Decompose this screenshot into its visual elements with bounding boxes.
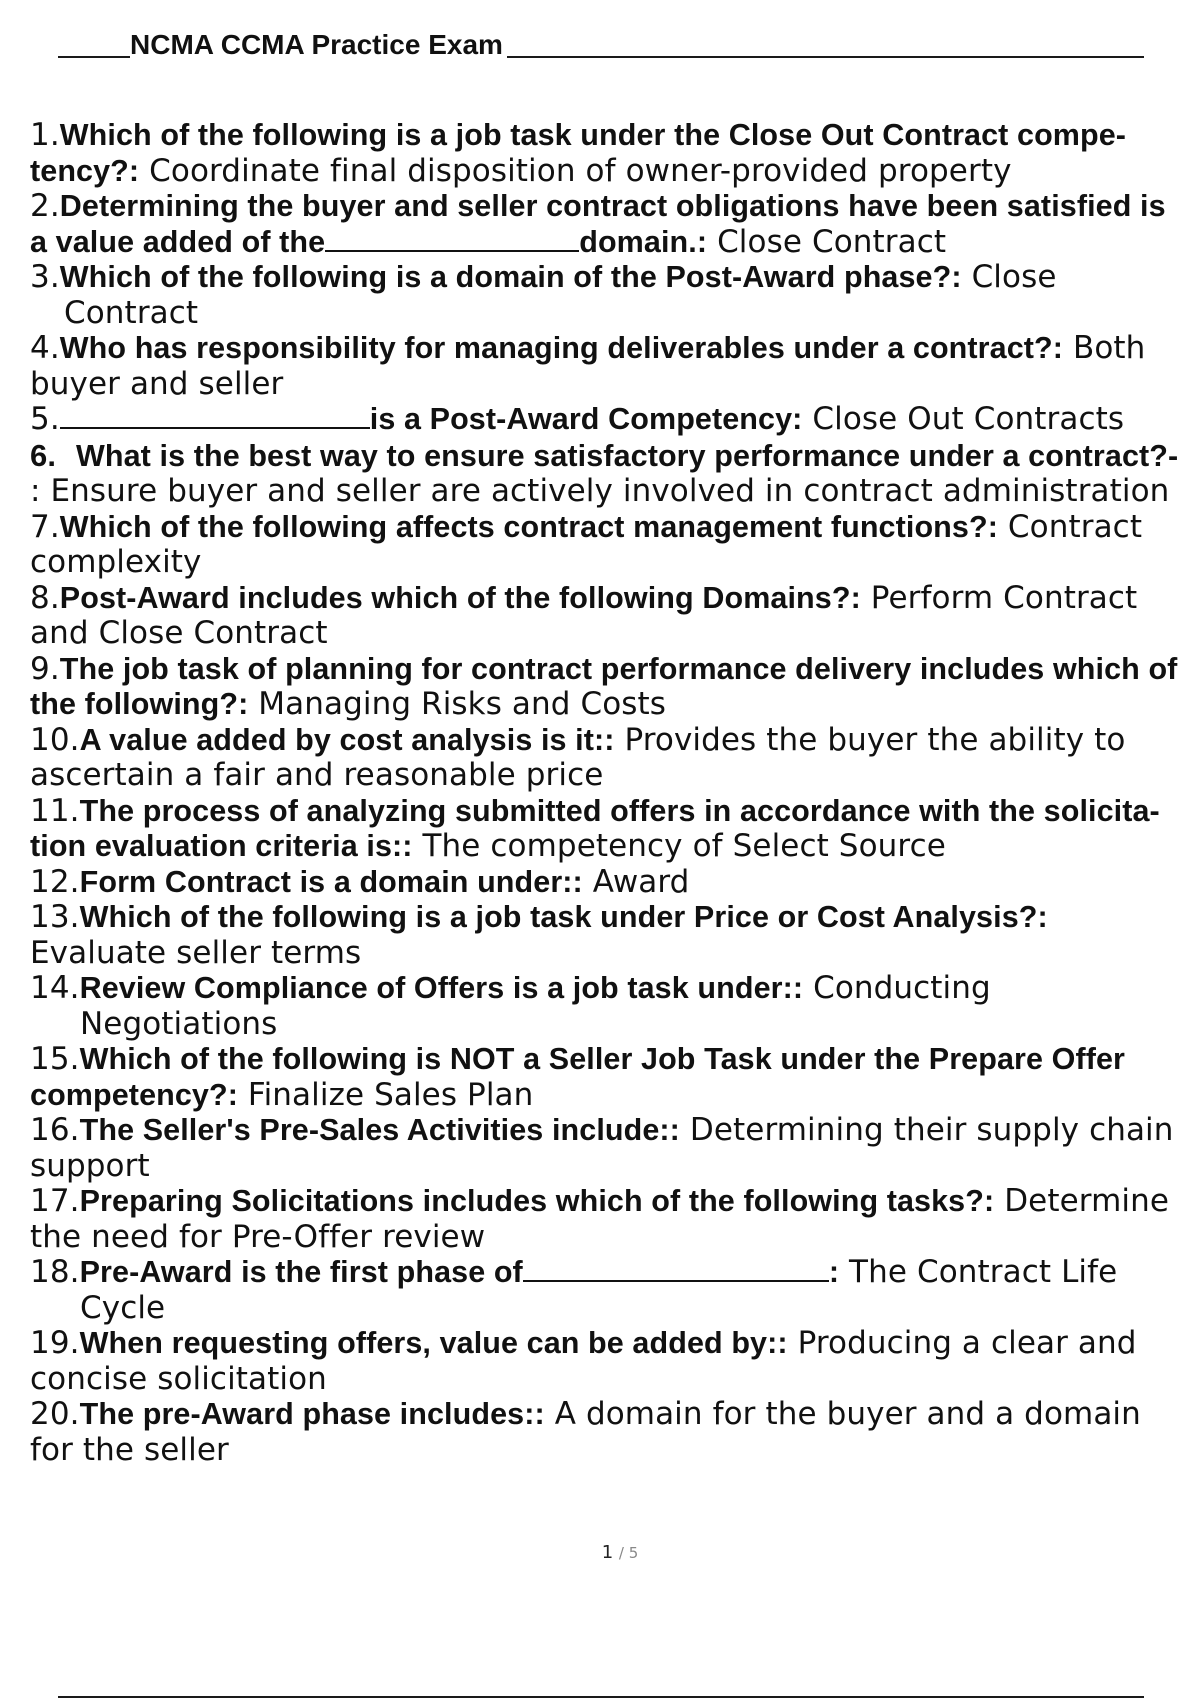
question-number: 11.	[30, 792, 80, 829]
answer-text: The Contract Life Cycle	[80, 1254, 1118, 1326]
question-item	[30, 402, 1190, 438]
page-title: NCMA CCMA Practice Exam	[130, 30, 507, 60]
question-text: The job task of planning for contract performance delivery includes which of the following?:	[30, 651, 1178, 721]
page-number	[0, 1542, 1200, 1563]
question-number: 13.	[30, 899, 80, 935]
question-item	[30, 1397, 1190, 1468]
answer-text: Determine the need for Pre-Offer review	[30, 1183, 1170, 1255]
answer-text: Finalize Sales Plan	[237, 1076, 534, 1113]
page-current: 1	[601, 1542, 614, 1563]
answer-blank	[60, 405, 370, 429]
question-item	[30, 1326, 1190, 1397]
question-text: A value added by cost analysis is it::	[79, 722, 615, 757]
question-item	[30, 865, 1190, 901]
question-item	[30, 1113, 1190, 1184]
answer-blank	[523, 1258, 829, 1282]
answer-text: Close Contract	[64, 259, 1057, 331]
answer-text: : Ensure buyer and seller are actively involved in contract administration	[30, 473, 1170, 509]
answer-text: The competency of Select Source	[412, 828, 946, 864]
question-text: The Seller's Pre-Sales Activities include::	[79, 1113, 680, 1147]
question-item	[30, 900, 1190, 971]
question-text-end: domain.:	[579, 224, 708, 259]
question-number: 16.	[30, 1112, 80, 1148]
question-number: 6.	[30, 437, 57, 473]
question-text: Determining the buyer and seller contract obligations have been satisfied is a value added of the	[30, 189, 1166, 259]
answer-text: Managing Risks and Costs	[248, 686, 667, 722]
question-item	[30, 1184, 1190, 1255]
question-number: 18.	[30, 1254, 80, 1290]
question-number: 20.	[30, 1396, 80, 1432]
question-text: Which of the following is a domain of the Post-Award phase?:	[59, 260, 962, 294]
question-number: 19.	[30, 1325, 80, 1361]
answer-blank	[325, 228, 579, 252]
question-text: is a Post-Award Competency:	[369, 402, 803, 436]
page-header	[58, 30, 1144, 62]
question-number: 1.	[30, 117, 60, 153]
question-item	[30, 510, 1190, 581]
question-text: The pre-Award phase includes::	[79, 1397, 545, 1431]
answer-text: Close Out Contracts	[802, 401, 1125, 437]
answer-text: Conducting Negotiations	[80, 970, 991, 1042]
question-number: 4.	[30, 330, 60, 366]
question-text: What is the best way to ensure satisfactory performance under a contract?-	[75, 438, 1179, 473]
answer-text: Producing a clear and concise solicitation	[30, 1325, 1137, 1397]
question-number: 14.	[30, 970, 80, 1006]
footer-rule	[58, 1696, 1144, 1698]
question-text: The process of analyzing submitted offers in accordance with the solicita- tion evaluation criteria is::	[30, 793, 1160, 863]
answer-text: A domain for the buyer and a domain for the seller	[30, 1396, 1141, 1468]
question-item	[30, 652, 1190, 723]
question-text: Review Compliance of Offers is a job task under::	[79, 971, 804, 1005]
answer-text: Determining their supply chain support	[30, 1112, 1174, 1184]
question-text: Which of the following is a job task under the Close Out Contract compe- tency?:	[30, 118, 1127, 188]
answer-text: Award	[582, 863, 690, 900]
question-number: 2.	[30, 188, 60, 224]
question-number: 17.	[30, 1183, 80, 1219]
question-text: Which of the following affects contract management functions?:	[59, 509, 998, 544]
question-item	[30, 723, 1190, 794]
question-item	[30, 189, 1190, 260]
question-item	[30, 331, 1190, 402]
answer-text: Close Contract	[707, 223, 947, 260]
question-number: 10.	[30, 721, 80, 758]
answer-text: Contract complexity	[30, 508, 1143, 580]
question-list	[30, 118, 1190, 1468]
question-number: 9.	[30, 650, 60, 687]
question-text-end: :	[828, 1255, 840, 1289]
question-number: 15.	[30, 1041, 80, 1077]
question-text: Preparing Solicitations includes which of the following tasks?:	[79, 1184, 995, 1218]
answer-text: Both buyer and seller	[30, 330, 1146, 402]
question-item	[30, 794, 1190, 865]
question-item	[30, 581, 1190, 652]
question-number: 7.	[30, 508, 60, 545]
answer-text: Coordinate final disposition of owner-provided property	[139, 152, 1012, 189]
question-item	[30, 1255, 1190, 1326]
question-text: Which of the following is a job task under Price or Cost Analysis?:	[79, 900, 1048, 934]
question-item	[30, 971, 1190, 1042]
question-item	[30, 438, 1190, 510]
question-text: Form Contract is a domain under::	[79, 864, 583, 899]
question-number: 8.	[30, 579, 60, 616]
question-number: 12.	[30, 863, 80, 900]
question-item	[30, 118, 1190, 189]
question-text: When requesting offers, value can be added by::	[79, 1326, 788, 1360]
question-item	[30, 260, 1190, 331]
question-text: Post-Award includes which of the following Domains?:	[59, 580, 861, 615]
answer-text: Perform Contract and Close Contract	[30, 579, 1138, 651]
answer-text: Provides the buyer the ability to ascertain a fair and reasonable price	[30, 721, 1126, 793]
question-item	[30, 1042, 1190, 1113]
question-text: Who has responsibility for managing deliverables under a contract?:	[59, 331, 1064, 365]
answer-text: Evaluate seller terms	[30, 934, 362, 971]
question-text: Which of the following is NOT a Seller Job Task under the Prepare Offer competency?:	[30, 1042, 1126, 1112]
question-text: Pre-Award is the first phase of	[79, 1255, 523, 1289]
page-total: / 5	[618, 1544, 639, 1562]
question-number: 5.	[30, 401, 60, 437]
question-number: 3.	[30, 259, 60, 295]
